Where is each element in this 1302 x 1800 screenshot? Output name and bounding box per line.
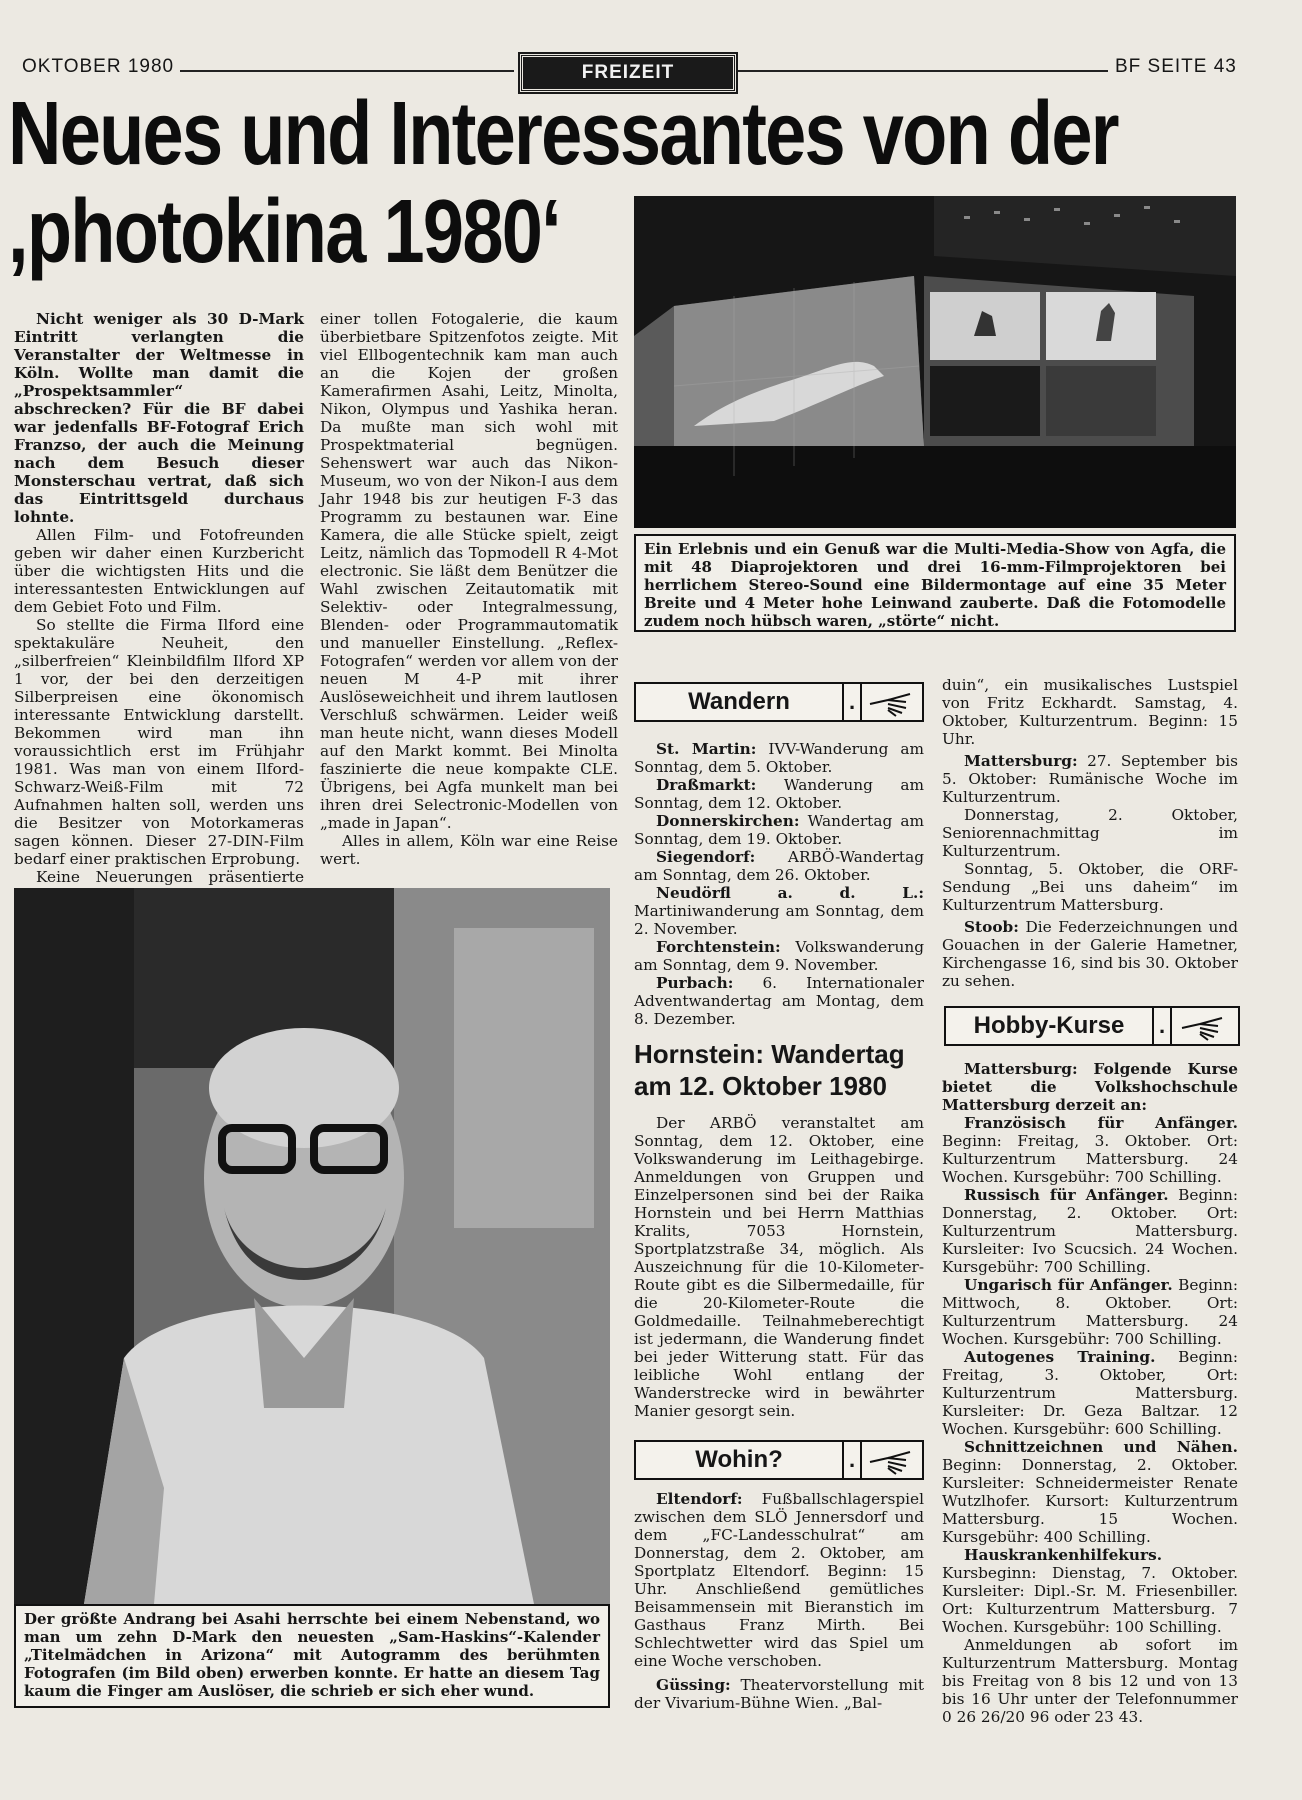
hobby-intro: Mattersburg: Folgende Kurse bietet die Volkshochschule Mattersburg derzeit an:	[942, 1060, 1238, 1114]
item-place: Schnittzeichnen und Nähen.	[964, 1438, 1238, 1456]
item-text: ARBÖ-Wandertag am Sonntag, dem 26. Oktober.	[634, 848, 924, 884]
wandern-header	[634, 682, 924, 722]
list-item	[634, 974, 924, 1028]
headline-line2: ,photokina 1980‘	[8, 181, 560, 282]
list-item	[942, 1636, 1238, 1726]
article-paragraph: Allen Film- und Fotofreunden geben wir daher einen Kurzbericht über die wichtigsten Hits und die interessantesten Entwicklungen auf dem Gebiet Foto und Film.	[14, 526, 304, 616]
agfa-photo-caption: Ein Erlebnis und ein Genuß war die Multi-Media-Show von Agfa, die mit 48 Diaprojektoren und drei 16-mm-Filmprojektoren bei herrlichem Stereo-Sound eine Bildermontage auf eine 35 Meter Breite und 4 Meter hohe Leinwand zauberte. Daß die Fotomodelle zudem noch hübsch waren, „störte“ nicht.	[634, 534, 1236, 632]
item-text: Theatervorstellung mit der Vivarium-Bühne Wien. „Bal-	[634, 1676, 924, 1712]
article-column-2	[320, 310, 618, 868]
item-text: Donnerstag, 2. Oktober, Seniorennachmittag im Kulturzentrum.	[942, 806, 1238, 860]
item-place: Draßmarkt:	[656, 776, 757, 794]
list-item	[942, 1348, 1238, 1438]
header-rule-right	[738, 70, 1108, 72]
article-paragraph: So stellte die Firma Ilford eine spektakuläre Neuheit, den „silberfreien“ Kleinbildfilm Ilford XP 1 vor, der bei den derzeitigen Silberpreisen eine ökonomisch interessante Entwicklung darstellt. Bekommen wird man ihn voraussichtlich erst im Frühjahr 1981. Was man von einem Ilford-Schwarz-Weiß-Film mit 72 Aufnahmen halten soll, werden uns die Besitzer von Motorkameras sagen können. Dieser 27-DIN-Film bedarf einer praktischen Erprobung.	[14, 616, 304, 868]
wohin-title: Wohin?	[636, 1442, 844, 1478]
item-place: Siegendorf:	[656, 848, 756, 866]
hornstein-title-1: Hornstein: Wandertag	[634, 1039, 905, 1069]
item-place: Autogenes Training.	[964, 1348, 1156, 1366]
item-place: Purbach:	[656, 974, 734, 992]
item-text: Beginn: Mittwoch, 8. Oktober. Ort: Kulturzentrum Mattersburg. 24 Wochen. Kursgebühr: 700 Schilling.	[942, 1276, 1238, 1348]
item-place: Forchtenstein:	[656, 938, 781, 956]
wandern-dot: .	[844, 684, 862, 720]
haskins-image	[14, 888, 610, 1604]
list-item	[942, 1114, 1238, 1186]
item-text: Wandertag am Sonntag, dem 19. Oktober.	[634, 812, 924, 848]
list-item	[634, 848, 924, 884]
wohin-list	[634, 1490, 924, 1712]
item-text: IVV-Wanderung am Sonntag, dem 5. Oktober.	[634, 740, 924, 776]
haskins-photo-caption: Der größte Andrang bei Asahi herrschte bei einem Nebenstand, wo man um zehn D-Mark den neuesten „Sam-Haskins“-Kalender „Titelmädchen in Arizona“ mit Autogramm des berühmten Fotografen (im Bild oben) erwerben konnte. Er hatte an diesem Tag kaum die Finger am Auslöser, die schrieb er sich eher wund.	[14, 1604, 610, 1708]
item-place: Güssing:	[656, 1676, 731, 1694]
pointing-hand-icon	[866, 688, 918, 718]
list-item	[634, 884, 924, 938]
item-place: Französisch für Anfänger.	[964, 1114, 1238, 1132]
list-item	[634, 812, 924, 848]
item-place: Mattersburg:	[964, 752, 1078, 770]
item-text: Beginn: Donnerstag, 2. Oktober. Kursleiter: Schneidermeister Renate Wutzlhofer. Kursort: Kulturzentrum Mattersburg. 15 Wochen. Kursgebühr: 400 Schilling.	[942, 1456, 1238, 1546]
hobby-header	[944, 1006, 1240, 1046]
item-place: Ungarisch für Anfänger.	[964, 1276, 1173, 1294]
item-text: Die Federzeichnungen und Gouachen in der Galerie Hametner, Kirchengasse 16, sind bis 30. Oktober zu sehen.	[942, 918, 1238, 990]
article-column-1	[14, 310, 304, 904]
hobby-list	[942, 1060, 1238, 1726]
list-item	[942, 752, 1238, 806]
header-rule-left	[180, 70, 514, 72]
list-item	[942, 1186, 1238, 1276]
list-item	[634, 776, 924, 812]
item-text: Volkswanderung am Sonntag, dem 9. November.	[634, 938, 924, 974]
item-text: 6. Internationaler Adventwandertag am Montag, dem 8. Dezember.	[634, 974, 924, 1028]
item-text: Fußballschlagerspiel zwischen dem SLÖ Jennersdorf und dem „FC-Landesschulrat“ am Donnerstag, dem 2. Oktober, am Sportplatz Eltendorf. Beginn: 15 Uhr. Anschließend gemütliches Beisammensein mit Bieranstich im Gasthaus Franz Mirth. Bei Schlechtwetter wird das Spiel um eine Woche verschoben.	[634, 1490, 924, 1670]
hornstein-title-2: am 12. Oktober 1980	[634, 1071, 887, 1101]
item-text: Anmeldungen ab sofort im Kulturzentrum Mattersburg. Montag bis Freitag von 8 bis 12 und von 13 bis 16 Uhr unter der Telefonnummer 0 26 26/20 96 oder 23 43.	[942, 1636, 1238, 1726]
events-continued	[942, 676, 1238, 990]
headline-line1: Neues und Interessantes von der	[8, 83, 1118, 184]
pointing-hand-icon	[866, 1446, 918, 1476]
article-lead: Nicht weniger als 30 D-Mark Eintritt verlangten die Veranstalter der Weltmesse in Köln. Wollte man damit die „Prospektsammler“ abschrecken? Für die BF dabei war jedenfalls BF-Fotograf Erich Franzso, der auch die Meinung nach dem Besuch dieser Monsterschau vertrat, daß sich das Eintrittsgeld durchaus lohnte.	[14, 310, 304, 526]
item-text: Beginn: Freitag, 3. Oktober, Ort: Kulturzentrum Mattersburg. Kursleiter: Dr. Geza Baltzar. 12 Wochen. Kursgebühr: 600 Schilling.	[942, 1348, 1238, 1438]
list-item	[942, 1546, 1238, 1636]
pointing-hand-icon	[1178, 1012, 1230, 1042]
list-item	[942, 1438, 1238, 1546]
list-item	[942, 806, 1238, 860]
item-place: St. Martin:	[656, 740, 757, 758]
item-place: Neudörfl a. d. L.:	[656, 884, 924, 902]
list-item	[634, 1676, 924, 1712]
item-place: Hauskrankenhilfekurs.	[964, 1546, 1163, 1564]
issue-date: OKTOBER 1980	[22, 56, 175, 77]
hornstein-text: Der ARBÖ veranstaltet am Sonntag, dem 12. Oktober, eine Volkswanderung im Leithagebirge. Anmeldungen von Gruppen und Einzelpersonen sind bei der Raika Hornstein und bei Herrn Matthias Kralits, 7053 Hornstein, Sportplatzstraße 34, möglich. Als Auszeichnung für die 10-Kilometer-Route gibt es die Silbermedaille, für die 20-Kilometer-Route die Goldmedaille. Teilnahmeberechtigt ist jedermann, die Wanderung findet bei jeder Witterung statt. Für das leibliche Wohl entlang der Wanderstrecke wird in bewährter Manier gesorgt sein.	[634, 1114, 924, 1420]
item-text: duin“, ein musikalisches Lustspiel von Fritz Eckhardt. Samstag, 4. Oktober, Kulturzentrum. Beginn: 15 Uhr.	[942, 676, 1238, 748]
list-item	[942, 1276, 1238, 1348]
list-item	[942, 676, 1238, 748]
list-item	[634, 1490, 924, 1670]
wohin-header	[634, 1440, 924, 1480]
haskins-photo	[14, 888, 610, 1604]
article-paragraph: einer tollen Fotogalerie, die kaum überbietbare Spitzenfotos zeigte. Mit viel Ellbogentechnik kam man auch an die Kojen der großen Kamerafirmen Asahi, Leitz, Minolta, Nikon, Olympus und Yashika heran. Da mußte man sich wohl mit Prospektmaterial begnügen. Sehenswert war auch das Nikon-Museum, wo von der Nikon-I aus dem Jahr 1948 bis zur heutigen F-3 das Programm zu bestaunen war. Eine Kamera, die alle Stücke spielt, zeigt Leitz, nämlich das Topmodell R 4-Mot electronic. Sie läßt dem Benützer die Wahl zwischen Zeitautomatik mit Selektiv- oder Integralmessung, Blenden- oder Programmautomatik und manueller Einstellung. „Reflex-Fotografen“ werden vor allem von der neuen M 4-P mit ihrer Auslöseweichheit und ihrem lautlosen Verschluß schwärmen. Leider weiß man heute nicht, wann dieses Modell auf den Markt kommt. Bei Minolta faszinierte die neue kompakte CLE. Übrigens, bei Agfa munkelt man bei ihren drei Selectronic-Modellen von „made in Japan“.	[320, 310, 618, 832]
hobby-title: Hobby-Kurse	[946, 1008, 1154, 1044]
page-number: BF SEITE 43	[1115, 56, 1237, 77]
item-place: Russisch für Anfänger.	[964, 1186, 1169, 1204]
item-text: Beginn: Donnerstag, 2. Oktober. Ort: Kulturzentrum Mattersburg. Kursleiter: Ivo Scucsich. 24 Wochen. Kursgebühr: 700 Schilling.	[942, 1186, 1238, 1276]
section-tag: FREIZEIT	[520, 54, 736, 92]
item-text: Wanderung am Sonntag, dem 12. Oktober.	[634, 776, 924, 812]
item-text: Sonntag, 5. Oktober, die ORF-Sendung „Bei uns daheim“ im Kulturzentrum Mattersburg.	[942, 860, 1238, 914]
article-paragraph: Keine Neuerungen präsentierte	[36, 868, 304, 886]
wandern-list	[634, 740, 924, 1028]
hobby-dot: .	[1154, 1008, 1172, 1044]
hornstein-article	[634, 1114, 924, 1420]
wandern-title: Wandern	[636, 684, 844, 720]
item-text: 27. September bis 5. Oktober: Rumänische Woche im Kulturzentrum.	[942, 752, 1238, 806]
agfa-show-image	[634, 196, 1236, 528]
list-item	[634, 938, 924, 974]
list-item	[942, 918, 1238, 990]
item-place: Eltendorf:	[656, 1490, 743, 1508]
item-text: Kursbeginn: Dienstag, 7. Oktober. Kursleiter: Dipl.-Sr. M. Friesenbiller. Ort: Kulturzentrum Mattersburg. 7 Wochen. Kursgebühr: 100 Schilling.	[942, 1564, 1238, 1636]
item-place: Stoob:	[964, 918, 1019, 936]
item-text: Beginn: Freitag, 3. Oktober. Ort: Kulturzentrum Mattersburg. 24 Wochen. Kursgebühr: 700 Schilling.	[942, 1132, 1238, 1186]
agfa-show-photo	[634, 196, 1236, 528]
item-place: Donnerskirchen:	[656, 812, 800, 830]
wohin-dot: .	[844, 1442, 862, 1478]
list-item	[942, 860, 1238, 914]
list-item	[634, 740, 924, 776]
item-text: Martiniwanderung am Sonntag, dem 2. November.	[634, 902, 924, 938]
article-paragraph: Alles in allem, Köln war eine Reise wert.	[320, 832, 618, 868]
